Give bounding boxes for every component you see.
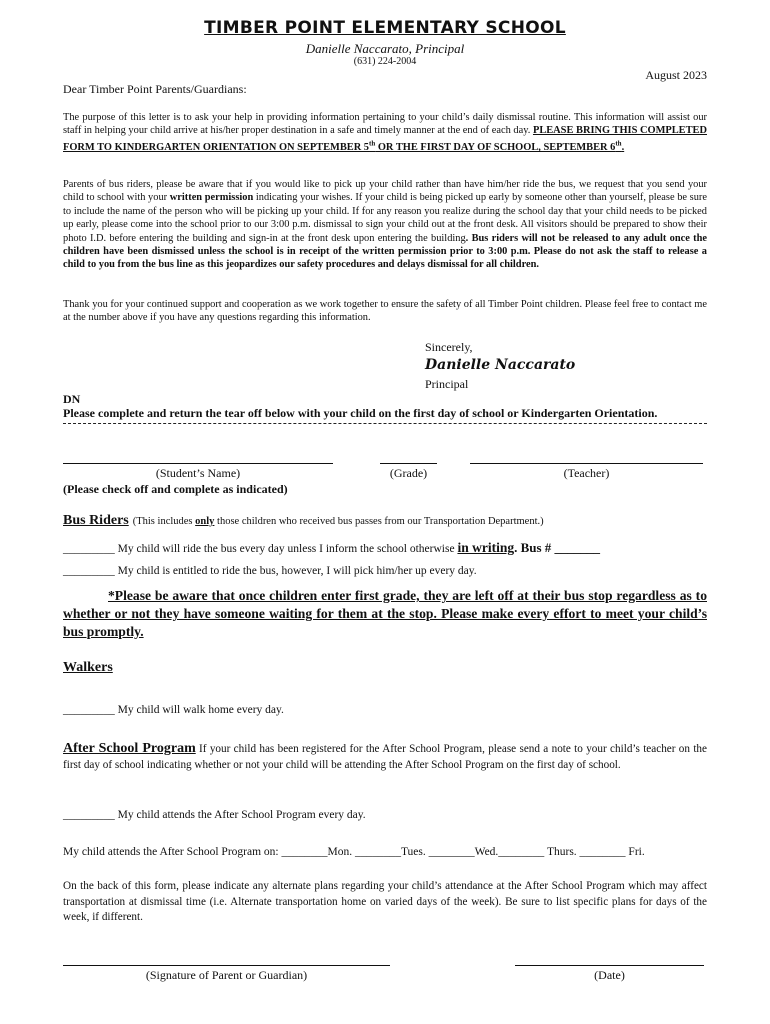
asp-checkbox[interactable]: _________	[63, 809, 115, 821]
after-school-section	[63, 741, 707, 773]
walk-checkbox[interactable]: _________	[63, 704, 115, 716]
bus-opt1-text: My child will ride the bus every day unless I inform the school otherwise	[114, 543, 458, 555]
grade-caption: (Grade)	[389, 466, 428, 480]
sup-th-2: th	[615, 139, 622, 148]
sup-th: th	[369, 139, 376, 148]
check-note: (Please check off and complete as indicated)	[63, 482, 288, 496]
teacher-field[interactable]	[470, 463, 703, 464]
signature-caption: (Signature of Parent or Guardian)	[145, 968, 308, 982]
student-name-field[interactable]	[63, 463, 333, 464]
first-grade-notice: *Please be aware that once children enter first grade, they are left off at their bus stop regardless as to whether or not they have someone waiting for them at the stop. Please make every effort to meet your child’s bus promptly.	[63, 588, 707, 639]
bus-option-every-day	[63, 540, 600, 556]
walkers-heading: Walkers	[63, 660, 113, 675]
asp-every-day-option	[63, 809, 366, 821]
asp-days-field[interactable]: My child attends the After School Program on: ________Mon. ________Tues. ________Wed.________ Thurs. ________ Fri.	[63, 846, 645, 858]
bus-para-text-a: Parents of bus riders, please be aware that if you would like to pick up your child rather than have him/her ride the bus, we request that you send your child to school with your	[63, 179, 707, 204]
parent-signature-field[interactable]	[63, 965, 390, 966]
bus-opt2-text: My child is entitled to ride the bus, however, I will pick him/her up every day.	[114, 565, 477, 577]
bus-note	[133, 516, 544, 527]
bring-form-text: PLEASE BRING THIS COMPLETED FORM TO KINDERGARTEN ORIENTATION ON SEPTEMBER 5	[63, 125, 707, 154]
school-phone: (631) 224-2004	[353, 56, 417, 67]
paragraph-bus-riders	[63, 178, 707, 272]
bus-riders-section	[63, 511, 544, 529]
school-name: TIMBER POINT ELEMENTARY SCHOOL	[204, 18, 566, 38]
after-school-text: If your child has been registered for the After School Program, please send a note to your child’s teacher on the first day of school indicating whether or not your child will be attending the After School Program on the first day of school.	[63, 743, 707, 771]
bus-note-b: those children who received bus passes from our Transportation Department.)	[217, 516, 544, 527]
bus-riders-heading: Bus Riders	[63, 513, 129, 528]
bus-option-pickup	[63, 565, 477, 577]
bring-form-text-2: OR THE FIRST DAY OF SCHOOL, SEPTEMBER 6	[375, 142, 616, 154]
letter-date: August 2023	[645, 68, 707, 82]
asp-every-day-text: My child attends the After School Program every day.	[114, 809, 366, 821]
bus-opt2-checkbox[interactable]: _________	[63, 565, 115, 577]
after-school-heading: After School Program	[63, 741, 196, 756]
bus-number-field[interactable]: . Bus # _______	[514, 540, 601, 555]
greeting: Dear Timber Point Parents/Guardians:	[63, 82, 247, 96]
bus-note-a: (This includes	[132, 516, 193, 527]
in-writing: in writing	[457, 540, 515, 555]
teacher-caption: (Teacher)	[563, 466, 610, 480]
sincerely: Sincerely,	[425, 340, 473, 354]
bus-opt1-checkbox[interactable]: _________	[63, 543, 115, 555]
walk-text: My child will walk home every day.	[114, 704, 284, 716]
principal-name: Danielle Naccarato, Principal	[305, 41, 465, 56]
bus-note-only: only	[195, 516, 215, 527]
date-caption: (Date)	[594, 968, 625, 982]
bring-form-end: .	[621, 142, 625, 154]
paragraph-thanks: Thank you for your continued support and cooperation as we work together to ensure the safety of all Timber Point children. Please feel free to contact me at the number above if you have any questions regarding this information.	[63, 299, 707, 324]
paragraph-purpose	[63, 111, 707, 155]
bus-para-bold: . Bus riders will not be released to any adult once the children have been dismissed unless the school is in receipt of the written permission prior to 3:00 p.m. Please do not ask the staff to release a child to you from the bus line as this jeopardizes our safety procedures and delays dismissal for all children.	[63, 232, 707, 271]
return-note: Please complete and return the tear off below with your child on the first day of school or Kindergarten Orientation.	[63, 406, 658, 420]
student-caption: (Student’s Name)	[155, 466, 241, 480]
walker-option	[63, 704, 284, 716]
grade-field[interactable]	[380, 463, 437, 464]
date-field[interactable]	[515, 965, 704, 966]
back-of-form-note: On the back of this form, please indicate any alternate plans regarding your child’s attendance at the After School Program which may affect transportation at dismissal time (i.e. Alternate transportation home on varied days of the week). Be sure to list specific plans for days of the week, if different.	[63, 880, 707, 923]
principal-signature: Danielle Naccarato	[425, 357, 576, 373]
purpose-text: The purpose of this letter is to ask your help in providing information pertaining to your child’s daily dismissal routine. This information will assist our staff in helping your child arrive at his/her proper destination in a safe and timely manner at the end of each day.	[63, 112, 707, 137]
tear-off-line	[63, 423, 707, 424]
bus-para-text-b: indicating your wishes. If your child is being picked up early by someone other than yourself, please be sure to include the name of the person who will be picking up your child. If for any reason you realize during the school day that your child needs to be picked up early, please come into the school prior to our 3:00 p.m. dismissal to sign your child out at the front desk. All visitors should be prepared to show their photo I.D. before entering the building and sign-in at the front desk upon entering the building	[63, 192, 707, 244]
signature-title: Principal	[425, 377, 469, 391]
initials: DN	[63, 392, 81, 406]
written-permission: written permission	[169, 192, 254, 204]
